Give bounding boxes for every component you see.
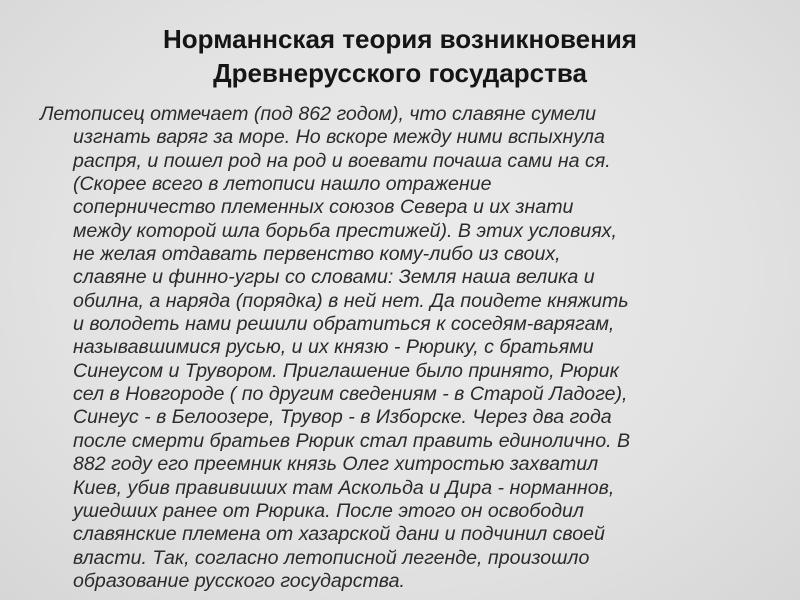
body-line: славяне и финно-угры со словами: Земля наша велика и bbox=[73, 266, 595, 289]
body-line: (Скорее всего в летописи нашло отражение bbox=[73, 173, 492, 196]
title-line-2: Древнерусского государства bbox=[213, 58, 587, 88]
body-line: Летописец отмечает (под 862 годом), что славяне сумели bbox=[40, 103, 597, 125]
body-line: обилна, а наряда (порядка) в ней нет. Да поидете княжить bbox=[73, 289, 629, 312]
body-line: Синеус - в Белоозере, Трувор - в Изборске. Через два года bbox=[73, 406, 612, 429]
title-line-1: Норманнская теория возникновения bbox=[163, 24, 637, 54]
slide-title bbox=[0, 22, 800, 90]
body-line: 882 году его преемник князь Олег хитростью захватил bbox=[73, 453, 599, 476]
body-line: изгнать варяг за море. Но вскоре между ними вспыхнула bbox=[73, 126, 605, 149]
body-line: между которой шла борьба престижей). В этих условиях, bbox=[73, 219, 617, 242]
body-line: распря, и пошел род на род и воевати почаша сами на ся. bbox=[73, 149, 611, 172]
body-line: сел в Новгороде ( по другим сведениям - в Старой Ладоге), bbox=[73, 383, 628, 406]
body-line: соперничество племенных союзов Севера и их знати bbox=[73, 196, 574, 219]
body-line: после смерти братьев Рюрик стал править единолично. В bbox=[73, 429, 631, 452]
body-paragraph bbox=[40, 103, 780, 593]
body-line: образование русского государства. bbox=[73, 569, 405, 592]
body-line: Киев, убив правивиших там Аскольда и Дира - норманнов, bbox=[73, 476, 615, 499]
body-line: не желая отдавать первенство кому-либо из своих, bbox=[73, 243, 561, 266]
body-line: называвшимися русью, и их князю - Рюрику, с братьями bbox=[73, 336, 594, 359]
body-line: Синеусом и Трувором. Приглашение было принято, Рюрик bbox=[73, 359, 619, 382]
body-line: ушедших ранее от Рюрика. После этого он освободил bbox=[73, 499, 584, 522]
body-line: власти. Так, согласно летописной легенде, произошло bbox=[73, 546, 590, 569]
body-line: и володеть нами решили обратиться к соседям-варягам, bbox=[73, 313, 615, 336]
body-line: славянские племена от хазарской дани и подчинил своей bbox=[73, 523, 605, 546]
